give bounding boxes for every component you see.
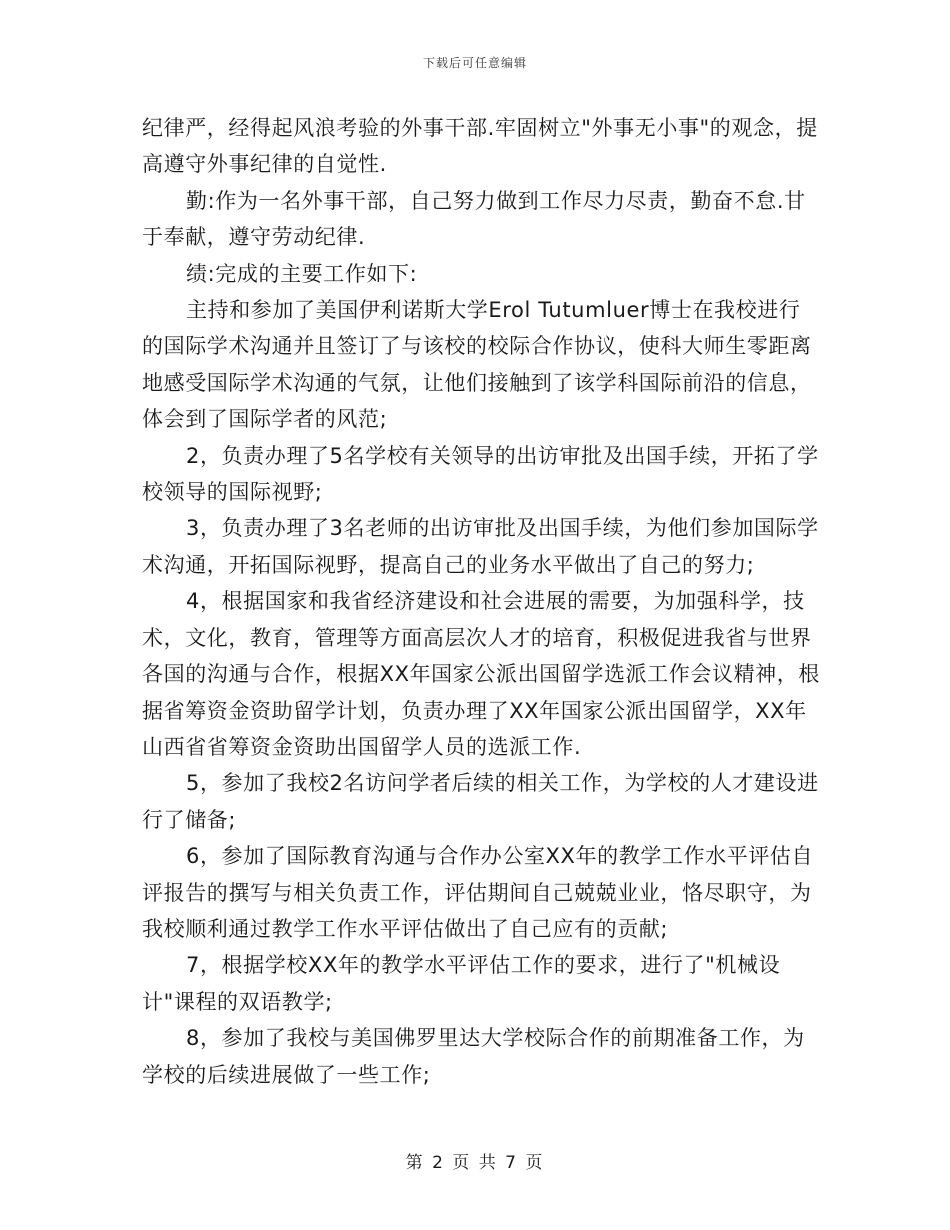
paragraph: 5，参加了我校2名访问学者后续的相关工作，为学校的人才建设进行了储备; (142, 771, 819, 832)
paragraph: 主持和参加了美国伊利诺斯大学Erol Tutumluer博士在我校进行的国际学术沟通并且签订了与该校的校际合作协议，使科大师生零距离地感受国际学术沟通的气氛，让他们接触到了该学科国际前沿的信息，体会到了国际学者的风范; (142, 298, 812, 432)
paragraph: 6，参加了国际教育沟通与合作办公室XX年的教学工作水平评估自评报告的撰写与相关负责工作，评估期间自己兢兢业业，恪尽职守，为我校顺利通过教学工作水平评估做出了自己应有的贡献; (142, 844, 814, 941)
document-body (142, 110, 822, 1093)
paragraph: 4，根据国家和我省经济建设和社会进展的需要，为加强科学，技术，文化，教育，管理等方面高层次人才的培育，积极促进我省与世界各国的沟通与合作，根据XX年国家公派出国留学选派工作会议精神，根据省筹资金资助留学计划，负责办理了XX年国家公派出国留学，XX年山西省省筹资金资助出国留学人员的选派工作. (142, 589, 820, 759)
paragraph: 3，负责办理了3名老师的出访审批及出国手续，为他们参加国际学术沟通，开拓国际视野，提高自己的业务水平做出了自己的努力; (142, 516, 819, 577)
paragraph: 纪律严，经得起风浪考验的外事干部.牢固树立"外事无小事"的观念，提高遵守外事纪律的自觉性. (142, 116, 818, 177)
paragraph: 勤:作为一名外事干部，自己努力做到工作尽力尽责，勤奋不怠.甘于奉献，遵守劳动纪律. (142, 188, 806, 250)
paragraph: 8，参加了我校与美国佛罗里达大学校际合作的前期准备工作，为学校的后续进展做了一些工作; (142, 1026, 805, 1087)
paragraph: 2，负责办理了5名学校有关领导的出访审批及出国手续，开拓了学校领导的国际视野; (142, 443, 819, 505)
paragraph: 7，根据学校XX年的教学水平评估工作的要求，进行了"机械设计"课程的双语教学; (142, 953, 781, 1014)
page-header: 下载后可任意编辑 (422, 56, 527, 70)
paragraph: 绩:完成的主要工作如下: (186, 261, 418, 286)
page-footer: 第 2 页 共 7 页 (405, 1153, 545, 1173)
